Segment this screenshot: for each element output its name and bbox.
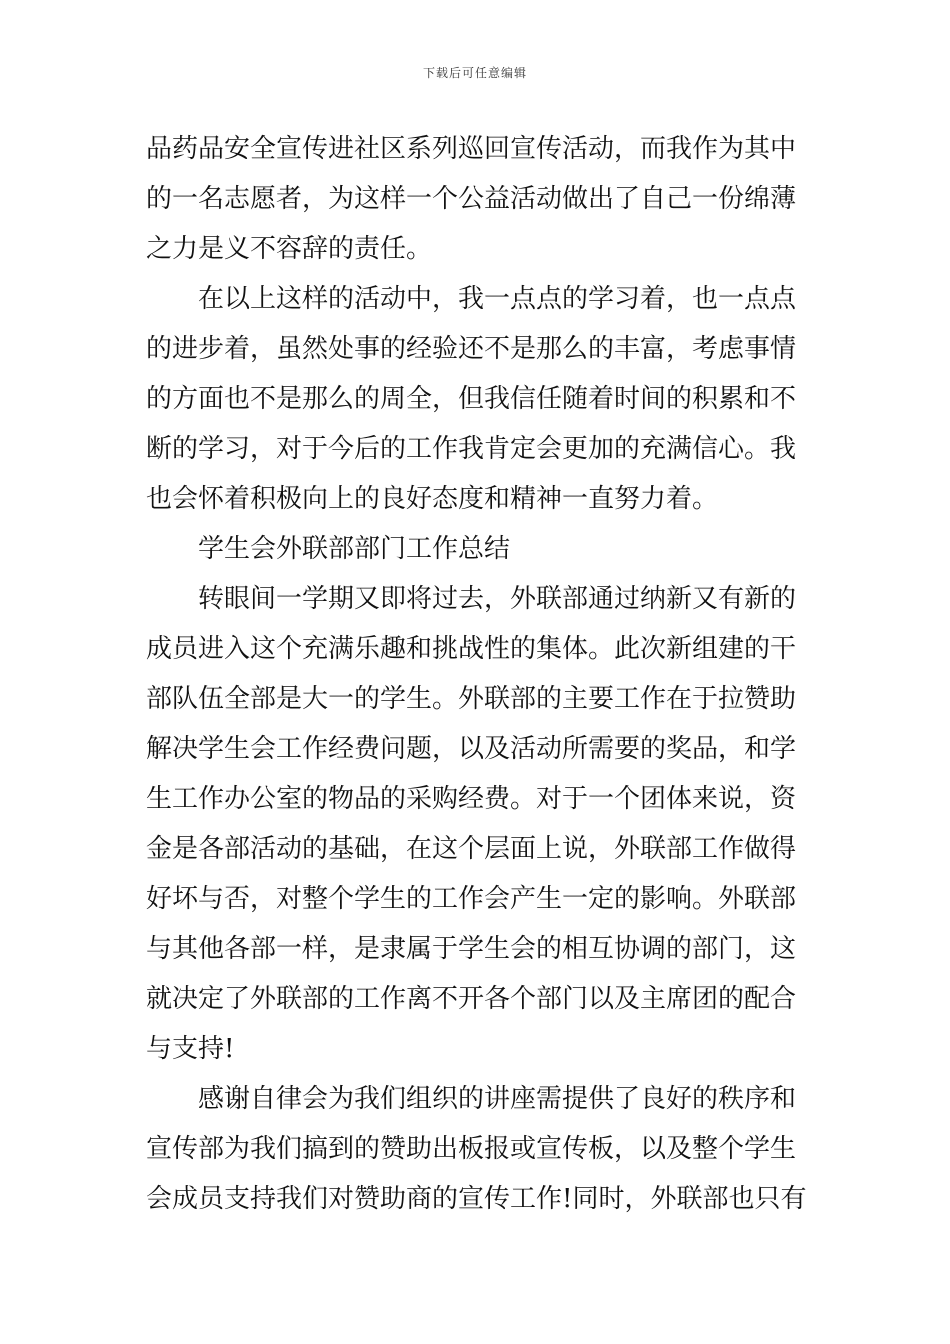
text-line: 在以上这样的活动中，我一点点的学习着，也一点点 [198,284,797,314]
text-line: 会成员支持我们对赞助商的宣传工作!同时，外联部也只有 [146,1184,807,1214]
text-line: 的一名志愿者，为这样一个公益活动做出了自己一份绵薄 [146,184,797,214]
text-line: 解决学生会工作经费问题，以及活动所需要的奖品，和学 [146,734,797,764]
text-line: 成员进入这个充满乐趣和挑战性的集体。此次新组建的干 [146,634,797,664]
text-line: 部队伍全部是大一的学生。外联部的主要工作在于拉赞助 [146,684,797,714]
text-line: 也会怀着积极向上的良好态度和精神一直努力着。 [146,484,719,514]
page-header: 下载后可任意编辑 [422,66,527,80]
text-line: 转眼间一学期又即将过去，外联部通过纳新又有新的 [198,584,797,614]
section-heading: 学生会外联部部门工作总结 [198,534,511,564]
text-line: 与其他各部一样，是隶属于学生会的相互协调的部门，这 [146,934,797,964]
text-line: 品药品安全宣传进社区系列巡回宣传活动，而我作为其中 [146,134,797,164]
text-line: 的进步着，虽然处事的经验还不是那么的丰富，考虑事情 [146,334,797,364]
text-line: 的方面也不是那么的周全，但我信任随着时间的积累和不 [146,384,797,414]
text-line: 断的学习，对于今后的工作我肯定会更加的充满信心。我 [146,434,797,464]
text-line: 感谢自律会为我们组织的讲座需提供了良好的秩序和 [198,1084,797,1114]
text-line: 宣传部为我们搞到的赞助出板报或宣传板，以及整个学生 [146,1134,797,1164]
text-line: 就决定了外联部的工作离不开各个部门以及主席团的配合 [146,984,797,1014]
text-line: 与支持! [146,1034,235,1064]
text-line: 好坏与否，对整个学生的工作会产生一定的影响。外联部 [146,884,797,914]
document-body [146,124,810,1224]
text-line: 金是各部活动的基础，在这个层面上说，外联部工作做得 [146,834,797,864]
text-line: 之力是义不容辞的责任。 [146,234,433,264]
text-line: 生工作办公室的物品的采购经费。对于一个团体来说，资 [146,784,797,814]
